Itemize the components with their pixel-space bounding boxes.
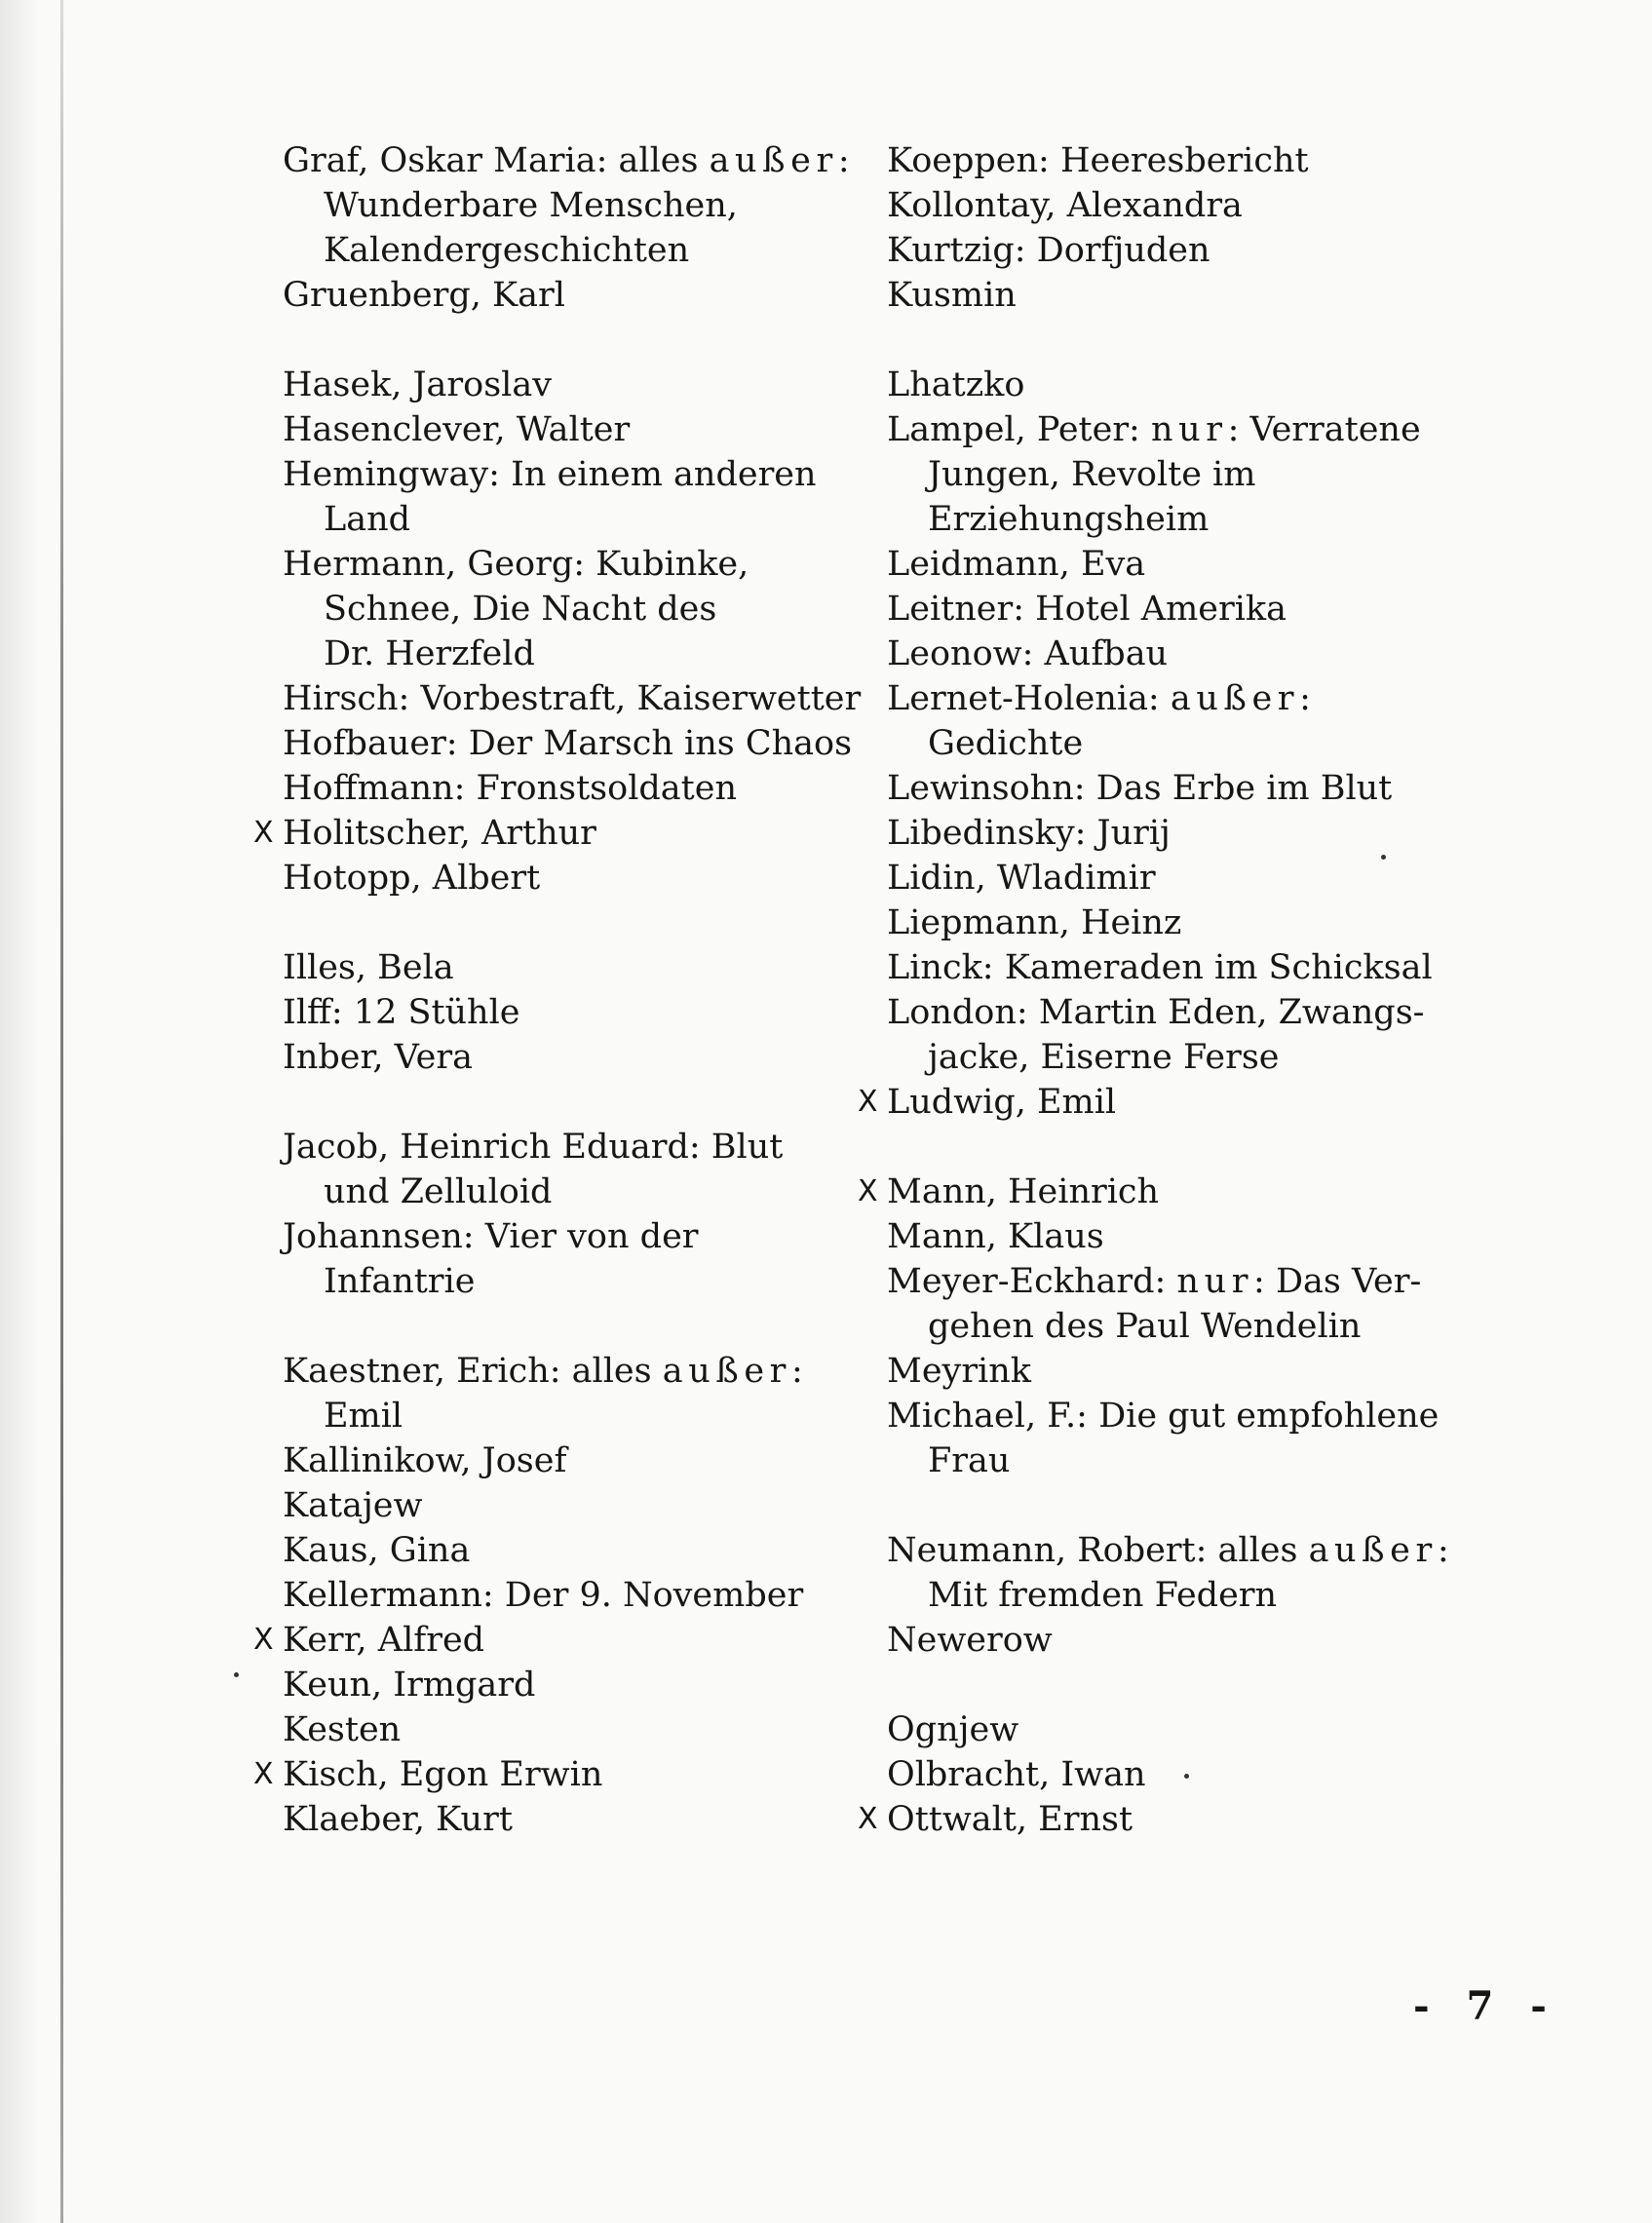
index-entry bbox=[283, 1483, 965, 1528]
entry-line: Lhatzko bbox=[887, 365, 1025, 404]
entry-continuation-line: Mit fremden Federn bbox=[928, 1576, 1278, 1615]
entry-line: Keun, Irmgard bbox=[283, 1666, 536, 1705]
index-entry bbox=[887, 363, 1569, 407]
entry-line: Lewinsohn: Das Erbe im Blut bbox=[887, 769, 1393, 808]
index-entry bbox=[887, 1349, 1569, 1394]
index-entry bbox=[253, 1752, 965, 1797]
entry-continuation-line: Dr. Herzfeld bbox=[324, 634, 535, 673]
index-entry bbox=[887, 901, 1569, 945]
index-entry bbox=[887, 273, 1569, 318]
spaced-emphasis: außer bbox=[1170, 679, 1300, 718]
entry-line: Kusmin bbox=[887, 276, 1017, 315]
x-mark: X bbox=[858, 1174, 878, 1208]
entry-line: Jacob, Heinrich Eduard: Blut bbox=[283, 1128, 784, 1167]
index-entry bbox=[887, 1618, 1569, 1663]
entry-continuation-line: Emil bbox=[324, 1397, 403, 1436]
index-entry bbox=[887, 766, 1569, 811]
entry-line: Leitner: Hotel Amerika bbox=[887, 590, 1287, 629]
entry-line: Lampel, Peter: nur: Verratene bbox=[887, 410, 1421, 449]
index-entry bbox=[887, 1214, 1569, 1259]
entry-continuation-line: Jungen, Revolte im bbox=[928, 455, 1256, 494]
index-entry bbox=[887, 856, 1569, 901]
page-number: - 7 - bbox=[1413, 1983, 1558, 2029]
entry-line: Hemingway: In einem anderen bbox=[283, 455, 817, 494]
entry-continuation-line: Gedichte bbox=[928, 724, 1084, 763]
entry-line: Mann, Heinrich bbox=[887, 1172, 1160, 1211]
index-entry bbox=[283, 542, 965, 676]
entry-continuation-line: Frau bbox=[928, 1441, 1011, 1480]
section-gap bbox=[887, 1663, 1569, 1707]
entry-line: Ludwig, Emil bbox=[887, 1083, 1117, 1122]
index-entry bbox=[283, 1214, 965, 1304]
index-entry bbox=[887, 811, 1569, 856]
index-entry bbox=[887, 1259, 1569, 1349]
index-entry bbox=[283, 452, 965, 542]
x-mark: X bbox=[253, 1757, 274, 1791]
entry-continuation-line: Infantrie bbox=[324, 1262, 476, 1301]
entry-line: Kaestner, Erich: alles außer: bbox=[283, 1352, 803, 1391]
left-column bbox=[253, 138, 965, 1842]
index-entry bbox=[887, 138, 1569, 183]
index-entry bbox=[887, 183, 1569, 228]
entry-line: Holitscher, Arthur bbox=[283, 814, 596, 853]
entry-continuation-line: Land bbox=[324, 500, 411, 539]
index-entry bbox=[858, 1797, 1569, 1842]
index-entry bbox=[283, 1528, 965, 1573]
entry-line: Ottwalt, Ernst bbox=[887, 1800, 1133, 1839]
entry-line: Katajew bbox=[283, 1486, 423, 1525]
entry-line: London: Martin Eden, Zwangs- bbox=[887, 993, 1425, 1032]
entry-continuation-line: Erziehungsheim bbox=[928, 500, 1210, 539]
x-mark: X bbox=[253, 816, 274, 850]
entry-continuation-line: jacke, Eiserne Ferse bbox=[928, 1038, 1280, 1077]
entry-line: Hofbauer: Der Marsch ins Chaos bbox=[283, 724, 853, 763]
spaced-emphasis: außer bbox=[662, 1352, 791, 1391]
index-entry bbox=[253, 1618, 965, 1663]
section-gap bbox=[283, 318, 965, 363]
index-entry bbox=[283, 1438, 965, 1483]
index-entry bbox=[283, 856, 965, 901]
entry-line: Johannsen: Vier von der bbox=[283, 1217, 699, 1256]
entry-line: Kallinikow, Josef bbox=[283, 1441, 567, 1480]
entry-line: Hasenclever, Walter bbox=[283, 410, 631, 449]
index-entry bbox=[283, 945, 965, 990]
binding-line bbox=[60, 0, 63, 2223]
index-entry bbox=[887, 1528, 1569, 1618]
x-mark: X bbox=[253, 1623, 274, 1657]
index-entry bbox=[283, 138, 965, 273]
entry-line: Koeppen: Heeresbericht bbox=[887, 141, 1309, 180]
index-entry bbox=[858, 1080, 1569, 1125]
index-entry bbox=[283, 363, 965, 407]
entry-line: Neumann, Robert: alles außer: bbox=[887, 1531, 1449, 1570]
index-entry bbox=[887, 407, 1569, 542]
index-entry bbox=[253, 811, 965, 856]
entry-line: Hotopp, Albert bbox=[283, 859, 541, 898]
entry-continuation-line: Schnee, Die Nacht des bbox=[324, 590, 717, 629]
section-gap bbox=[283, 901, 965, 945]
binding-edge bbox=[0, 0, 39, 2223]
entry-line: Ognjew bbox=[887, 1710, 1019, 1749]
index-entry bbox=[887, 587, 1569, 632]
x-mark: X bbox=[858, 1802, 878, 1836]
section-gap bbox=[887, 318, 1569, 363]
index-entry bbox=[887, 676, 1569, 766]
entry-line: Graf, Oskar Maria: alles außer: bbox=[283, 141, 850, 180]
entry-line: Lidin, Wladimir bbox=[887, 859, 1156, 898]
index-entry bbox=[887, 542, 1569, 587]
entry-line: Hirsch: Vorbestraft, Kaiserwetter bbox=[283, 679, 862, 718]
index-entry bbox=[887, 1707, 1569, 1752]
index-entry bbox=[283, 1035, 965, 1080]
entry-line: Leidmann, Eva bbox=[887, 545, 1146, 584]
section-gap bbox=[283, 1304, 965, 1349]
spaced-emphasis: außer bbox=[1308, 1531, 1438, 1570]
section-gap bbox=[887, 1483, 1569, 1528]
index-entry bbox=[283, 407, 965, 452]
entry-line: Kollontay, Alexandra bbox=[887, 186, 1243, 225]
entry-continuation-line: und Zelluloid bbox=[324, 1172, 553, 1211]
index-entry bbox=[283, 990, 965, 1035]
x-mark: X bbox=[858, 1085, 878, 1119]
index-entry bbox=[887, 1752, 1569, 1797]
entry-line: Hoffmann: Fronstsoldaten bbox=[283, 769, 737, 808]
entry-line: Meyrink bbox=[887, 1352, 1031, 1391]
entry-line: Hasek, Jaroslav bbox=[283, 365, 553, 404]
entry-line: Mann, Klaus bbox=[887, 1217, 1104, 1256]
print-speck bbox=[1184, 1774, 1189, 1779]
entry-line: Olbracht, Iwan bbox=[887, 1755, 1146, 1794]
spaced-emphasis: nur bbox=[1176, 1262, 1254, 1301]
index-entry bbox=[283, 1349, 965, 1438]
print-speck bbox=[1381, 855, 1386, 860]
entry-continuation-line: gehen des Paul Wendelin bbox=[928, 1307, 1362, 1346]
entry-line: Ilff: 12 Stühle bbox=[283, 993, 520, 1032]
entry-line: Inber, Vera bbox=[283, 1038, 473, 1077]
entry-line: Hermann, Georg: Kubinke, bbox=[283, 545, 749, 584]
index-entry bbox=[858, 1169, 1569, 1214]
entry-line: Kurtzig: Dorfjuden bbox=[887, 231, 1210, 270]
index-entry bbox=[283, 721, 965, 766]
entry-line: Illes, Bela bbox=[283, 948, 454, 987]
index-entry bbox=[887, 945, 1569, 990]
entry-line: Klaeber, Kurt bbox=[283, 1800, 513, 1839]
entry-line: Lernet-Holenia: außer: bbox=[887, 679, 1311, 718]
index-entry bbox=[283, 1663, 965, 1707]
entry-line: Kesten bbox=[283, 1710, 402, 1749]
entry-line: Kaus, Gina bbox=[283, 1531, 471, 1570]
right-column bbox=[858, 138, 1569, 1842]
entry-line: Linck: Kameraden im Schicksal bbox=[887, 948, 1433, 987]
entry-line: Newerow bbox=[887, 1621, 1053, 1660]
index-entry bbox=[887, 632, 1569, 676]
index-entry bbox=[283, 1707, 965, 1752]
entry-line: Leonow: Aufbau bbox=[887, 634, 1169, 673]
entry-line: Libedinsky: Jurij bbox=[887, 814, 1171, 853]
index-entry bbox=[283, 766, 965, 811]
index-entry bbox=[887, 990, 1569, 1080]
entry-continuation-line: Wunderbare Menschen, bbox=[324, 186, 738, 225]
index-entry bbox=[283, 1573, 965, 1618]
spaced-emphasis: außer bbox=[709, 141, 838, 180]
entry-line: Kisch, Egon Erwin bbox=[283, 1755, 603, 1794]
index-entry bbox=[887, 1394, 1569, 1483]
entry-line: Kellermann: Der 9. November bbox=[283, 1576, 804, 1615]
entry-line: Michael, F.: Die gut empfohlene bbox=[887, 1397, 1440, 1436]
entry-line: Meyer-Eckhard: nur: Das Ver- bbox=[887, 1262, 1422, 1301]
entry-line: Kerr, Alfred bbox=[283, 1621, 485, 1660]
entry-continuation-line: Kalendergeschichten bbox=[324, 231, 690, 270]
print-speck bbox=[234, 1672, 239, 1677]
entry-line: Liepmann, Heinz bbox=[887, 903, 1182, 942]
index-entry bbox=[283, 273, 965, 318]
index-entry bbox=[283, 676, 965, 721]
entry-line: Gruenberg, Karl bbox=[283, 276, 565, 315]
section-gap bbox=[887, 1125, 1569, 1169]
spaced-emphasis: nur bbox=[1150, 410, 1228, 449]
index-entry bbox=[887, 228, 1569, 273]
